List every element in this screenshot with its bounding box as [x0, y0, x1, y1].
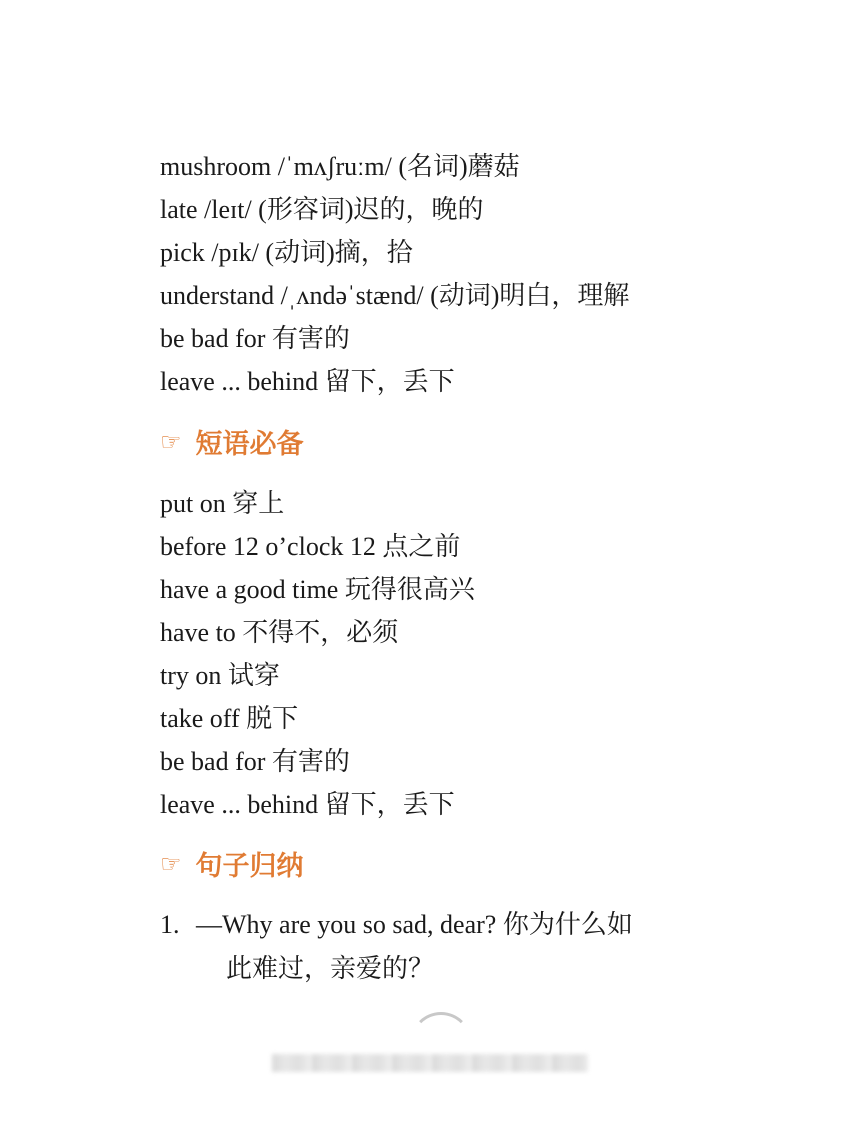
sentence-list	[160, 903, 780, 991]
phrase-item: have a good time 玩得很高兴	[160, 575, 475, 604]
phrase-item: try on 试穿	[160, 661, 280, 690]
vocab-item: understand /ˌʌndəˈstænd/ (动词)明白，理解	[160, 281, 630, 310]
vocab-item: pick /pɪk/ (动词)摘，拾	[160, 238, 413, 267]
phrase-list	[160, 482, 780, 826]
sentence-number: 1.	[160, 910, 180, 939]
section-heading-phrases	[160, 421, 304, 461]
pointing-hand-icon: ☞	[160, 428, 182, 456]
pointing-hand-icon: ☞	[160, 850, 182, 878]
vocab-item: mushroom /ˈmʌʃruːm/ (名词)蘑菇	[160, 152, 520, 181]
sentence-text: —Why are you so sad, dear? 你为什么如	[196, 910, 633, 939]
phrase-item: be bad for 有害的	[160, 747, 350, 776]
vocab-item: be bad for 有害的	[160, 324, 350, 353]
vocab-item: leave ... behind 留下，丢下	[160, 367, 455, 396]
phrase-item: before 12 o’clock 12 点之前	[160, 532, 461, 561]
phrase-item: take off 脱下	[160, 704, 299, 733]
blurred-watermark	[272, 1054, 588, 1072]
sentence-text-continued: 此难过，亲爱的？	[226, 954, 435, 983]
section-title: 句子归纳	[195, 850, 304, 882]
phrase-item: leave ... behind 留下，丢下	[160, 790, 455, 819]
section-title: 短语必备	[195, 428, 304, 460]
section-heading-sentences	[160, 843, 304, 883]
phrase-item: put on 穿上	[160, 489, 285, 518]
vocabulary-list	[160, 145, 780, 403]
sentence-item	[160, 903, 780, 991]
phrase-item: have to 不得不，必须	[160, 618, 399, 647]
vocab-item: late /leɪt/ (形容词)迟的，晚的	[160, 195, 484, 224]
